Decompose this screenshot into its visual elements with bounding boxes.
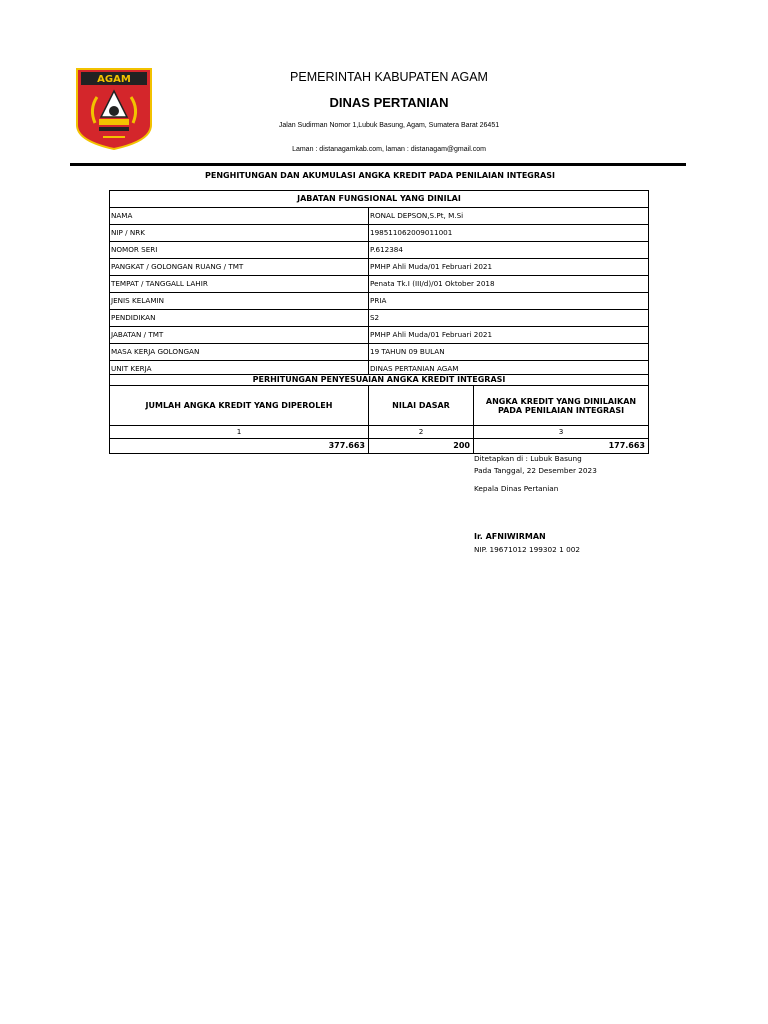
credit-table [109, 190, 649, 454]
header-divider [70, 163, 686, 166]
base-value: 200 [369, 439, 474, 453]
row-label: NOMOR SERI [110, 242, 369, 258]
signature-place: Ditetapkan di : Lubuk Basung [474, 454, 582, 463]
column-number: 1 [110, 426, 369, 438]
table-row [110, 310, 648, 327]
table-row [110, 327, 648, 344]
row-label: TEMPAT / TANGGALL LAHIR [110, 276, 369, 292]
document-title: PENGHITUNGAN DAN AKUMULASI ANGKA KREDIT PADA PENILAIAN INTEGRASI [205, 171, 555, 180]
table-row [110, 225, 648, 242]
row-value: RONAL DEPSON,S.Pt, M.Si [370, 211, 464, 220]
department-name: DINAS PERTANIAN [329, 95, 449, 110]
integrated-credit-value: 177.663 [608, 441, 645, 450]
table-row [110, 259, 648, 276]
row-label: NAMA [110, 208, 369, 224]
calculation-header-row [110, 386, 648, 426]
credit-obtained-value: 377.663 [110, 439, 369, 453]
row-label: UNIT KERJA [110, 361, 369, 374]
signatory-nip: NIP. 19671012 199302 1 002 [474, 545, 581, 554]
calculation-section-title: PERHITUNGAN PENYESUAIAN ANGKA KREDIT INTEGRASI [110, 375, 648, 386]
column-header-base-value: NILAI DASAR [369, 386, 474, 425]
table-row [110, 293, 648, 310]
column-header-integrated-credit: ANGKA KREDIT YANG DINILAIKAN PADA PENILAIAN INTEGRASI [485, 396, 637, 415]
table-row [110, 361, 648, 375]
column-number: 3 [558, 427, 564, 436]
signature-position: Kepala Dinas Pertanian [474, 484, 559, 493]
row-value: PMHP Ahli Muda/01 Februari 2021 [370, 262, 493, 271]
row-label: PENDIDIKAN [110, 310, 369, 326]
agam-regency-logo [75, 67, 153, 151]
row-value: 19 TAHUN 09 BULAN [370, 347, 445, 356]
row-label: MASA KERJA GOLONGAN [110, 344, 369, 360]
government-name: PEMERINTAH KABUPATEN AGAM [290, 70, 488, 84]
calculation-value-row [110, 439, 648, 453]
row-label: NIP / NRK [110, 225, 369, 241]
table-row [110, 344, 648, 361]
svg-text:AGAM: AGAM [97, 74, 131, 85]
row-value: S2 [370, 313, 380, 322]
row-label: PANGKAT / GOLONGAN RUANG / TMT [110, 259, 369, 275]
row-value: 198511062009011001 [370, 228, 453, 237]
signatory-name: Ir. AFNIWIRMAN [474, 532, 546, 541]
row-label: JABATAN / TMT [110, 327, 369, 343]
office-address: Jalan Sudirman Nomor 1,Lubuk Basung, Agam, Sumatera Barat 26451 [278, 122, 500, 129]
row-value: PMHP Ahli Muda/01 Februari 2021 [370, 330, 493, 339]
row-value: DINAS PERTANIAN AGAM [370, 364, 459, 373]
column-number-row [110, 426, 648, 439]
row-value: Penata Tk.I (III/d)/01 Oktober 2018 [370, 279, 495, 288]
identity-section-title: JABATAN FUNGSIONAL YANG DINILAI [110, 191, 648, 208]
row-label: JENIS KELAMIN [110, 293, 369, 309]
column-header-credit-obtained: JUMLAH ANGKA KREDIT YANG DIPEROLEH [110, 386, 369, 425]
table-row [110, 208, 648, 225]
signature-date: Pada Tanggal, 22 Desember 2023 [474, 466, 597, 475]
table-row [110, 242, 648, 259]
column-number: 2 [369, 426, 474, 438]
row-value: P.612384 [370, 245, 403, 254]
website-email: Laman : distanagamkab.com, laman : distanagam@gmail.com [292, 146, 486, 153]
table-row [110, 276, 648, 293]
row-value: PRIA [370, 296, 387, 305]
